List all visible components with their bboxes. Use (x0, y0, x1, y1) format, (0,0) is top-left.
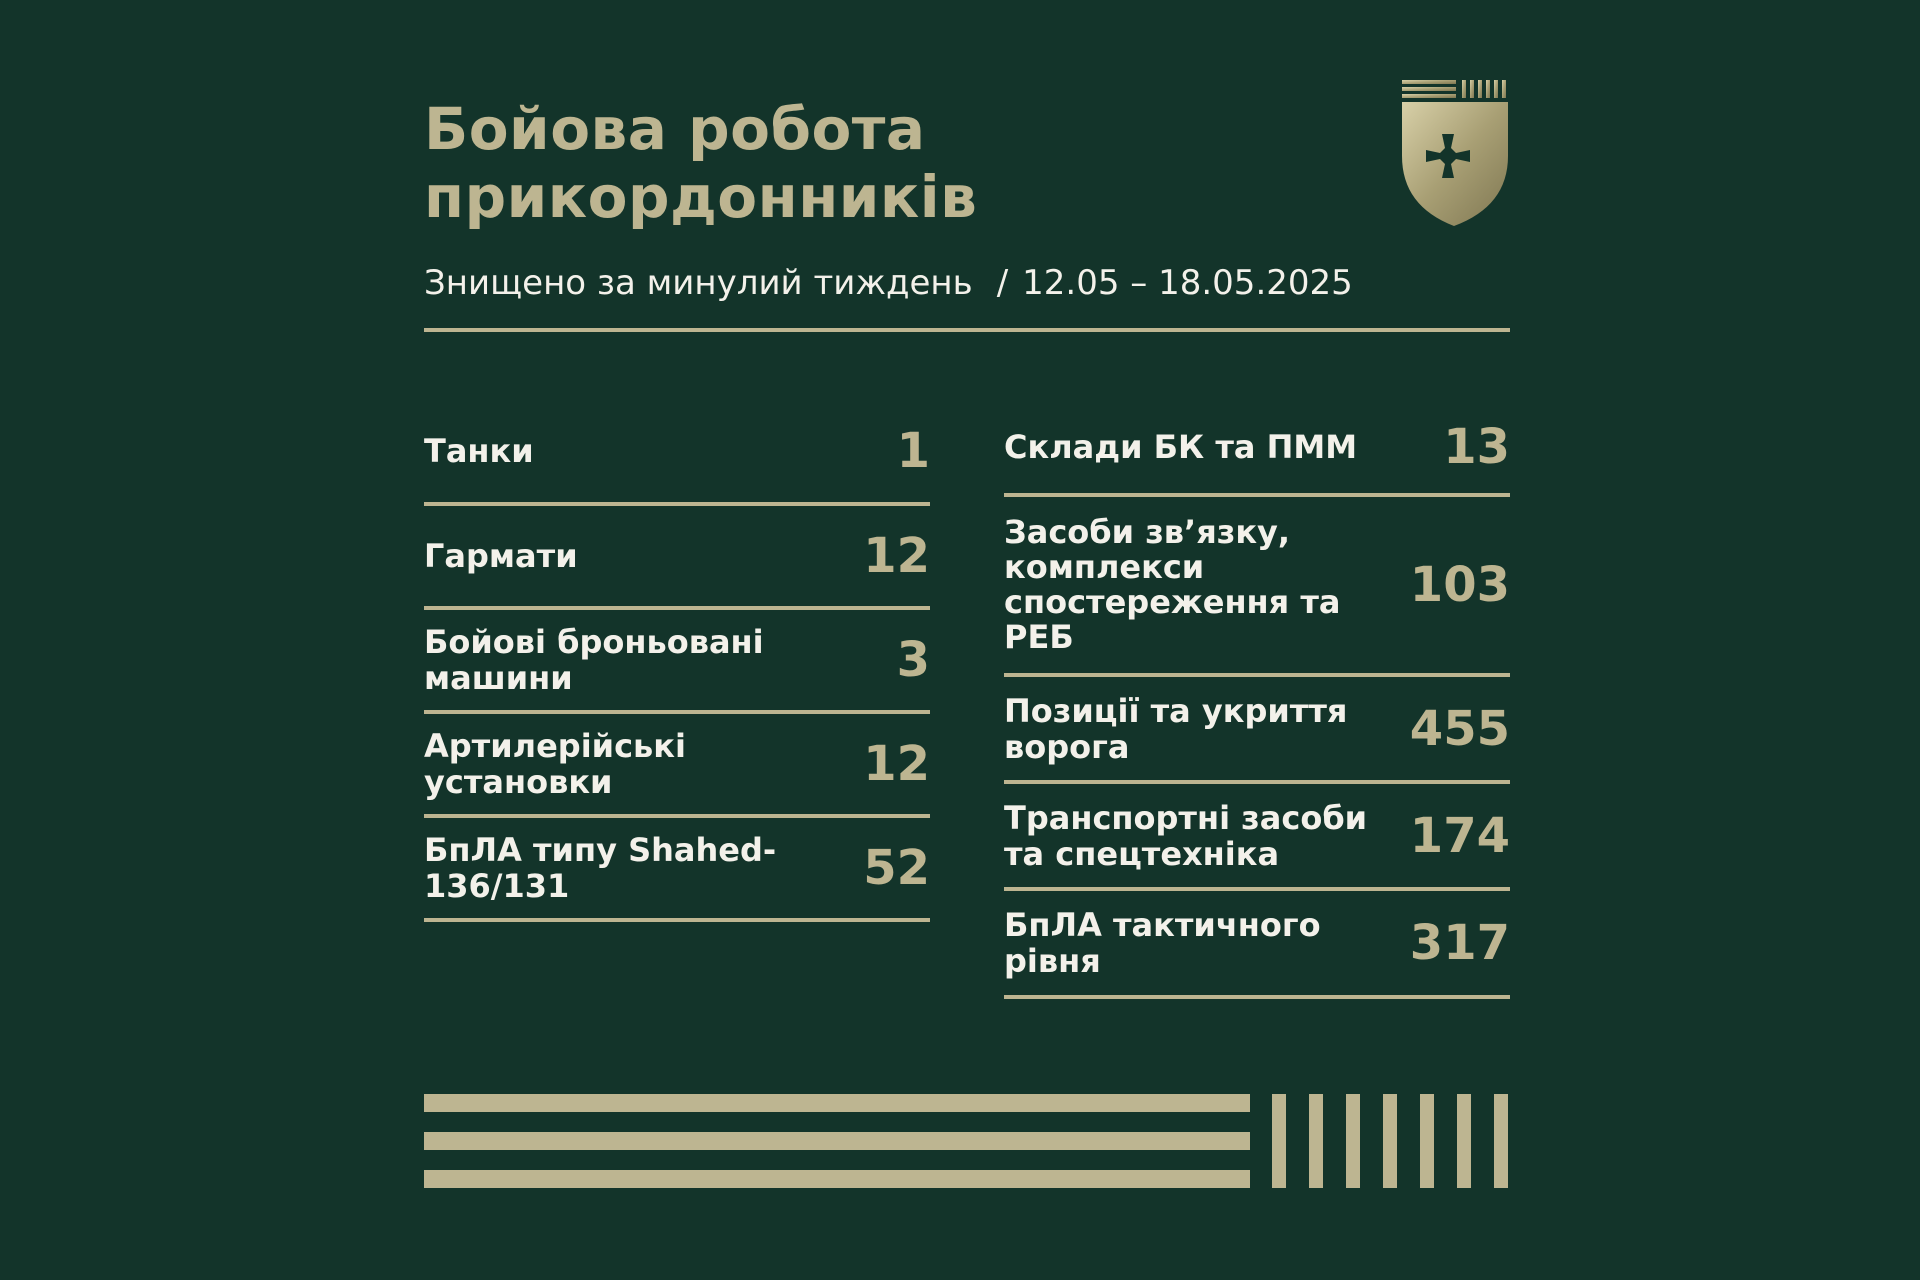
stat-row-tactical-drones (1004, 891, 1510, 999)
stat-label: Позиції та укриття ворога (1004, 691, 1348, 766)
title-line-1: Бойова робота (424, 95, 926, 163)
subtitle-dates: 12.05 – 18.05.2025 (1022, 263, 1353, 303)
stat-label: Засоби зв’язку, комплекси спостереження та РЕБ (1004, 513, 1341, 656)
stat-value: 12 (863, 736, 930, 792)
stat-value: 174 (1409, 807, 1510, 864)
header-divider (424, 328, 1510, 332)
stat-label: БпЛА тактичного рівня (1004, 906, 1321, 980)
decorative-stripes (424, 1094, 1512, 1190)
stat-label: Артилерійські установки (424, 727, 686, 801)
stat-value: 3 (896, 632, 930, 688)
stat-row-armored-vehicles (424, 610, 930, 714)
stat-value: 317 (1409, 915, 1510, 971)
stat-value: 13 (1443, 418, 1510, 475)
stat-row-tanks (424, 400, 930, 506)
stat-label: Склади БК та ПММ (1004, 427, 1358, 466)
stat-value: 1 (896, 423, 930, 479)
border-guard-shield-icon (1400, 78, 1512, 228)
stat-label: БпЛА типу Shahed-136/131 (424, 831, 777, 905)
stat-label: Гармати (424, 537, 578, 575)
stat-row-depots (1004, 400, 1510, 497)
stat-label: Танки (424, 432, 534, 470)
stat-label: Бойові броньовані машини (424, 623, 764, 697)
stat-row-positions (1004, 677, 1510, 784)
stats-column-left (424, 400, 930, 922)
stat-row-vehicles (1004, 784, 1510, 891)
stat-row-artillery (424, 714, 930, 818)
stat-value: 52 (863, 840, 930, 896)
subtitle-separator: / (996, 263, 1009, 303)
stat-row-communications (1004, 497, 1510, 677)
stat-value: 12 (863, 528, 930, 584)
stat-label: Транспортні засоби та спецтехніка (1004, 798, 1368, 873)
subtitle-text: Знищено за минулий тиждень (424, 263, 973, 303)
stat-value: 455 (1409, 700, 1510, 757)
stats-column-right (1004, 400, 1510, 999)
page-title (424, 95, 977, 231)
title-line-2: прикордонників (424, 163, 978, 231)
subtitle (424, 262, 1353, 304)
stat-row-shahed-drones (424, 818, 930, 922)
stat-row-guns (424, 506, 930, 610)
stat-value: 103 (1409, 557, 1510, 613)
